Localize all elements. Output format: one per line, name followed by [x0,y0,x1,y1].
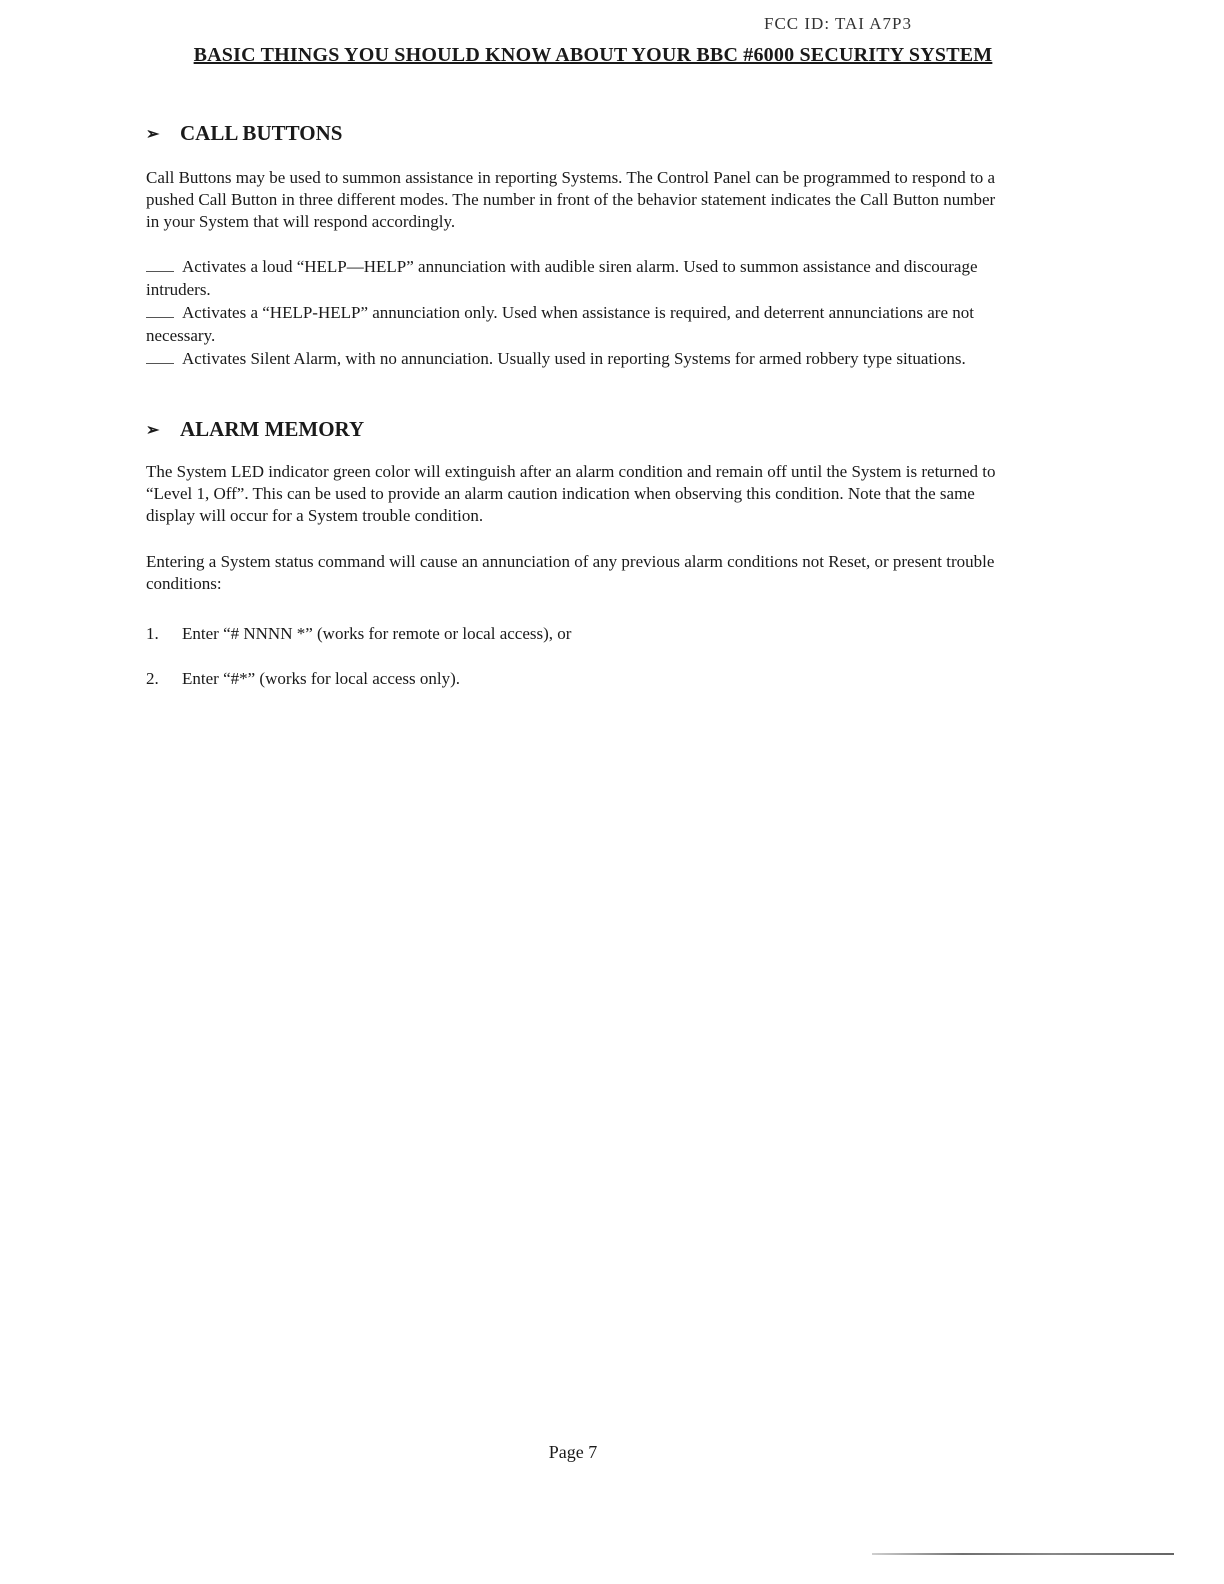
list-item [146,623,571,645]
mode-text: Activates Silent Alarm, with no annunciation. Usually used in reporting Systems for armed robbery type situations. [182,349,966,368]
button-number-blank [146,363,174,364]
list-item-text: Enter “#*” (works for local access only). [182,669,461,688]
fcc-id: FCC ID: TAI A7P3 [764,14,912,33]
call-buttons-heading-label: CALL BUTTONS [180,121,343,145]
arrow-bullet-icon: ➢ [146,421,160,439]
button-number-blank [146,317,174,318]
call-buttons-intro: Call Buttons may be used to summon assistance in reporting Systems. The Control Panel can be programmed to respond to a pushed Call Button in three different modes. The number in front of the behavior statement indicates the Call Button number in your System that will respond accordingly. [146,168,996,231]
page-number: Page 7 [548,1442,598,1462]
button-number-blank [146,271,174,272]
list-item-number: 2. [146,669,159,688]
call-button-mode-1 [146,255,1006,301]
call-buttons-heading [146,121,342,146]
alarm-memory-para-2: Entering a System status command will cause an annunciation of any previous alarm conditions not Reset, or present trouble conditions: [146,552,995,593]
list-item-number: 1. [146,624,159,643]
alarm-memory-para-1: The System LED indicator green color will extinguish after an alarm condition and remain off until the System is returned to “Level 1, Off”. This can be used to provide an alarm caution indication when observing this condition. Note that the same display will occur for a System trouble condition. [146,462,996,525]
list-item-text: Enter “# NNNN *” (works for remote or local access), or [182,624,572,643]
list-item [146,668,460,690]
alarm-memory-heading-label: ALARM MEMORY [180,417,365,441]
arrow-bullet-icon: ➢ [146,125,160,143]
alarm-memory-heading [146,417,364,442]
mode-text: Activates a “HELP-HELP” annunciation only. Used when assistance is required, and deterrent annunciations are not necessary. [146,303,974,345]
scan-artifact-line [872,1553,1174,1555]
page-title: BASIC THINGS YOU SHOULD KNOW ABOUT YOUR BBC #6000 SECURITY SYSTEM [193,44,993,66]
mode-text: Activates a loud “HELP—HELP” annunciation with audible siren alarm. Used to summon assistance and discourage intruders. [146,257,978,299]
call-button-mode-3 [146,347,1006,370]
call-button-mode-2 [146,301,1006,347]
